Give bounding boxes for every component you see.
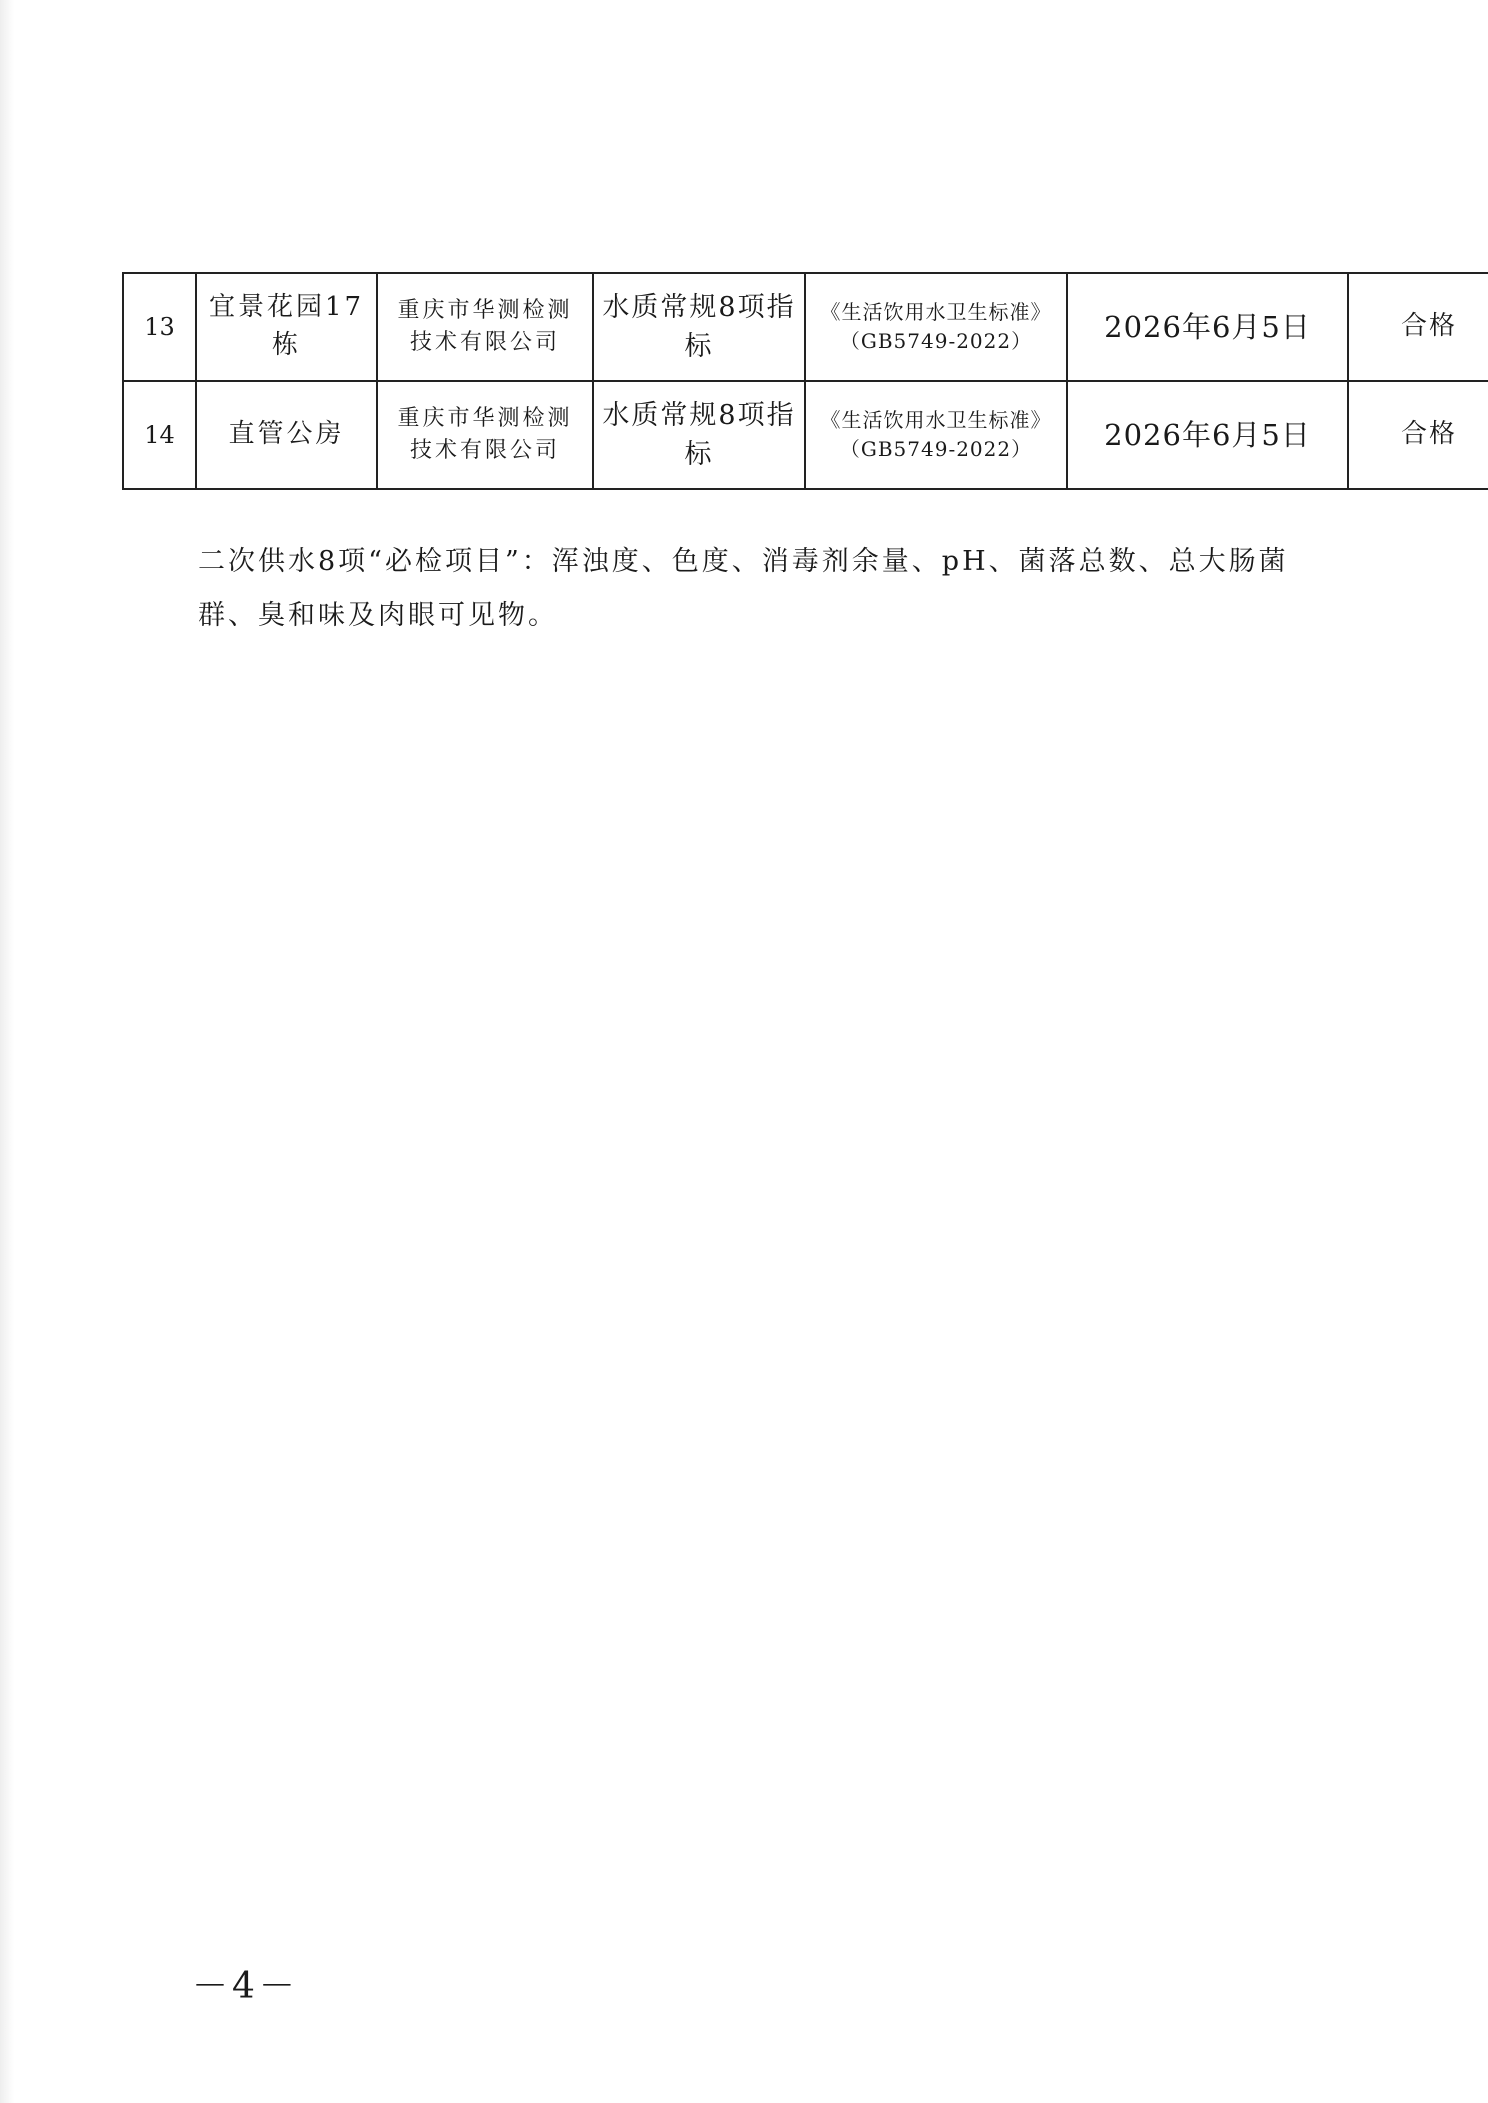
row-site: 直管公房 <box>196 381 377 489</box>
page-number: －4－ <box>192 1966 299 2007</box>
table-row <box>123 381 1488 489</box>
row-index: 13 <box>123 273 196 381</box>
row-standard: 《生活饮用水卫生标准》（GB5749-2022） <box>805 381 1067 489</box>
row-test-item: 水质常规8项指标 <box>593 273 805 381</box>
row-organization: 重庆市华测检测技术有限公司 <box>377 381 593 489</box>
row-index: 14 <box>123 381 196 489</box>
row-standard: 《生活饮用水卫生标准》（GB5749-2022） <box>805 273 1067 381</box>
row-site: 宜景花园17栋 <box>196 273 377 381</box>
row-date: 2026年6月5日 <box>1067 381 1348 489</box>
row-organization: 重庆市华测检测技术有限公司 <box>377 273 593 381</box>
required-items-note: 二次供水8项“必检项目”：浑浊度、色度、消毒剂余量、pH、菌落总数、总大肠菌群、臭和味及肉眼可见物。 <box>198 546 1289 631</box>
inspection-results-table <box>122 272 1488 490</box>
row-date: 2026年6月5日 <box>1067 273 1348 381</box>
row-test-item: 水质常规8项指标 <box>593 381 805 489</box>
row-result: 合格 <box>1348 381 1488 489</box>
row-result: 合格 <box>1348 273 1488 381</box>
scan-edge <box>0 0 14 2103</box>
table-row <box>123 273 1488 381</box>
